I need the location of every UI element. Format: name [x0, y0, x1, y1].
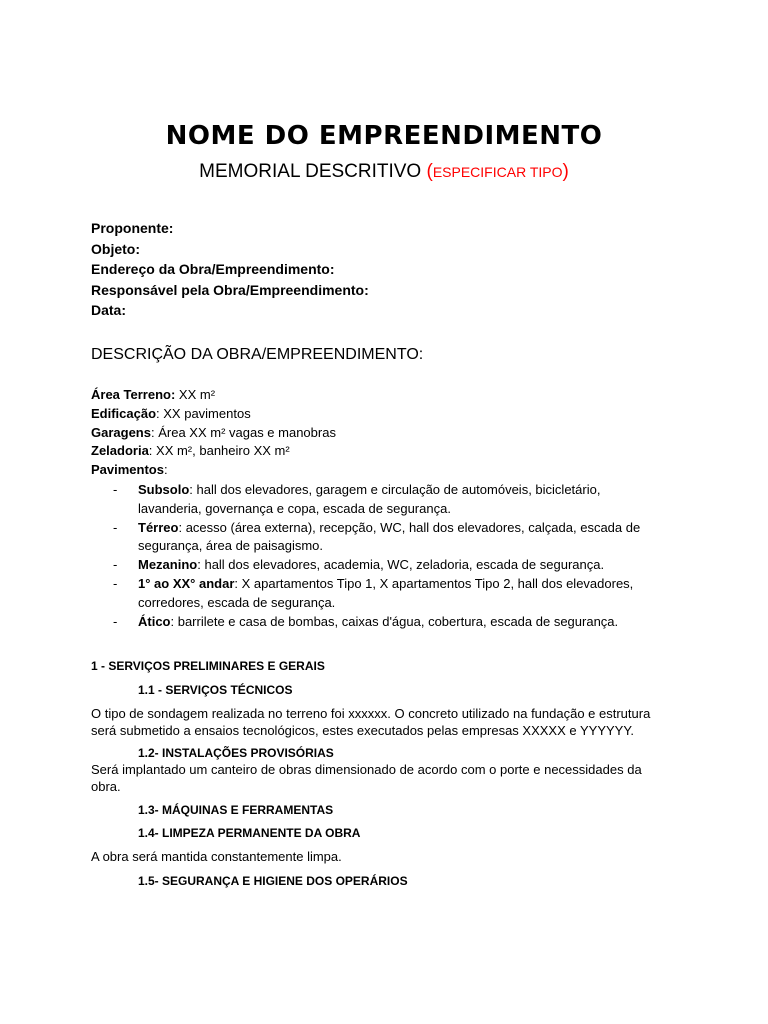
subtitle-close-paren: )	[562, 161, 569, 182]
list-item	[91, 556, 651, 575]
section-1-4-heading: 1.4- LIMPEZA PERMANENTE DA OBRA	[138, 826, 361, 840]
spec-edificacao-value: : XX pavimentos	[156, 405, 251, 421]
subtitle-type-placeholder: ESPECIFICAR TIPO	[432, 164, 563, 180]
list-dash: -	[113, 482, 118, 497]
section-1-heading: 1 - SERVIÇOS PRELIMINARES E GERAIS	[91, 659, 325, 673]
floor-label: Subsolo	[138, 482, 190, 497]
section-1-5-heading: 1.5- SEGURANÇA E HIGIENE DOS OPERÁRIOS	[138, 874, 408, 888]
spec-zeladoria	[91, 442, 651, 461]
section-1-1-text: O tipo de sondagem realizada no terreno foi xxxxxx. O concreto utilizado na fundação e estrutura será submetido a ensaios tecnológicos, estes executados pelas empresas XXXXX e YYYYYY.	[91, 706, 651, 738]
spec-area	[91, 386, 651, 405]
spec-zeladoria-label: Zeladoria	[91, 443, 149, 459]
section-1-3-heading: 1.3- MÁQUINAS E FERRAMENTAS	[138, 803, 334, 817]
spec-edificacao	[91, 405, 651, 424]
section-1-2-text: Será implantado um canteiro de obras dimensionado de acordo com o porte e necessidades da obra.	[91, 762, 642, 794]
header-fields	[91, 218, 369, 321]
section-1-4-text: A obra será mantida constantemente limpa.	[91, 849, 342, 864]
description-heading-text: DESCRIÇÃO DA OBRA/EMPREENDIMENTO	[91, 346, 419, 363]
document-subtitle	[0, 159, 768, 185]
spec-pavimentos-label: Pavimentos	[91, 462, 164, 478]
field-objeto: Objeto:	[91, 240, 140, 257]
list-dash: -	[113, 613, 118, 629]
spec-pavimentos	[91, 461, 651, 480]
floor-label: Mezanino	[138, 557, 198, 573]
floor-text: : hall dos elevadores, academia, WC, zeladoria, escada de segurança.	[197, 557, 605, 573]
list-item	[91, 519, 651, 557]
floors-list	[91, 481, 651, 631]
document-title: NOME DO EMPREENDIMENTO	[165, 121, 603, 151]
description-heading	[91, 344, 423, 366]
subtitle-main: MEMORIAL DESCRITIVO	[199, 161, 427, 182]
spec-area-label: Área Terreno:	[91, 387, 176, 402]
description-heading-suffix: :	[418, 346, 424, 363]
floor-text: : acesso (área externa), recepção, WC, hall dos elevadores, calçada, escada de segurança, área de paisagismo.	[138, 519, 641, 554]
spec-zeladoria-value: : XX m², banheiro XX m²	[148, 443, 290, 459]
list-dash: -	[113, 557, 118, 573]
spec-pavimentos-value: :	[163, 462, 168, 478]
list-item	[91, 613, 651, 632]
specs-block	[91, 386, 651, 480]
spec-garagens-label: Garagens	[91, 424, 151, 440]
spec-garagens-value: : Área XX m² vagas e manobras	[150, 424, 336, 440]
spec-area-value: XX m²	[175, 387, 216, 402]
subtitle-open-paren: (	[426, 161, 433, 182]
floor-text: : barrilete e casa de bombas, caixas d'água, cobertura, escada de segurança.	[170, 613, 619, 629]
section-1-2-heading: 1.2- INSTALAÇÕES PROVISÓRIAS	[138, 746, 334, 760]
floor-text: : hall dos elevadores, garagem e circulação de automóveis, bicicletário, lavanderia, governança e copa, escada de segurança.	[138, 482, 601, 516]
section-1-1-heading: 1.1 - SERVIÇOS TÉCNICOS	[138, 683, 293, 697]
floor-label: Ático	[138, 613, 171, 629]
field-endereco: Endereço da Obra/Empreendimento:	[91, 261, 335, 277]
spec-garagens	[91, 424, 651, 443]
field-data: Data:	[91, 302, 127, 318]
list-item	[91, 481, 651, 519]
field-proponente: Proponente:	[91, 220, 174, 236]
floor-text: : X apartamentos Tipo 1, X apartamentos Tipo 2, hall dos elevadores, corredores, escada de segurança.	[138, 575, 634, 610]
list-dash: -	[113, 519, 118, 535]
field-responsavel: Responsável pela Obra/Empreendimento:	[91, 281, 369, 298]
floor-label: Térreo	[138, 519, 179, 535]
spec-edificacao-label: Edificação	[91, 405, 157, 421]
list-dash: -	[113, 575, 118, 591]
floor-label: 1° ao XX° andar	[138, 575, 235, 591]
list-item	[91, 575, 651, 613]
